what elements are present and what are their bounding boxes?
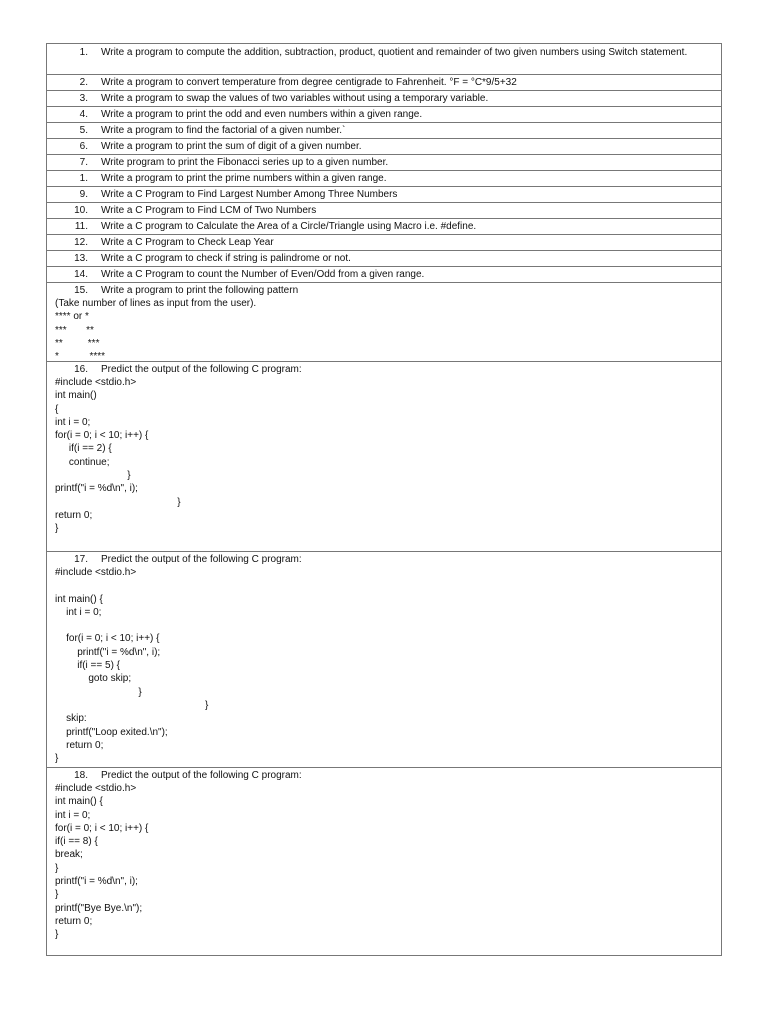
question-number: 2. [79,77,88,88]
pattern-block: (Take number of lines as input from the user). **** or * *** ** ** *** * **** [55,298,257,363]
question-text: Write a C program to check if string is palindrome or not. [101,253,351,264]
question-text: Write a program to convert temperature from degree centigrade to Fahrenheit. °F = °C*9/5+32 [101,77,517,88]
question-number: 13. [74,253,88,264]
question-number: 15. [74,285,88,296]
question-number: 5. [79,125,88,136]
question-text: Write a program to compute the addition, subtraction, product, quotient and remainder of two given numbers using Switch statement. [101,47,688,58]
question-text: Write a program to print the sum of digit of a given number. [101,141,362,152]
question-text: Write a program to find the factorial of a given number.` [101,125,346,136]
question-row-15 [47,283,721,362]
question-number: 6. [79,141,88,152]
question-text: Write a program to swap the values of two variables without using a temporary variable. [101,93,489,104]
question-row [47,203,721,219]
question-number: 17. [74,554,88,565]
question-row-18 [47,768,721,955]
question-number: 9. [79,189,88,200]
question-row [47,44,721,75]
question-text: Write a C Program to count the Number of Even/Odd from a given range. [101,269,425,280]
question-row [47,267,721,283]
question-number: 1. [79,47,88,58]
question-row-17 [47,552,721,768]
question-row [47,251,721,267]
question-row [47,75,721,91]
question-sheet [46,43,722,956]
question-text: Write a program to print the odd and even numbers within a given range. [101,109,423,120]
code-block: #include <stdio.h> int main() { int i = 0; for(i = 0; i < 10; i++) { printf("i = %d\n", i); if(i == 5) { goto skip; } } skip: printf("Loop exited.\n"); return 0; } [55,567,209,765]
question-row [47,187,721,203]
question-row [47,91,721,107]
code-block: #include <stdio.h> int main() { int i = 0; for(i = 0; i < 10; i++) { if(i == 2) { continue; } printf("i = %d\n", i); } return 0; } [55,377,181,535]
question-text: Predict the output of the following C program: [101,554,302,565]
question-text: Predict the output of the following C program: [101,770,302,781]
question-row [47,235,721,251]
question-number: 1. [79,173,88,184]
question-number: 7. [79,157,88,168]
question-number: 18. [74,770,88,781]
question-text: Write a program to print the following pattern [101,285,299,296]
question-row [47,139,721,155]
question-text: Write a C program to Calculate the Area of a Circle/Triangle using Macro i.e. #define. [101,221,477,232]
question-number: 14. [74,269,88,280]
question-row-16 [47,362,721,552]
question-number: 12. [74,237,88,248]
question-text: Predict the output of the following C program: [101,364,302,375]
question-row [47,107,721,123]
question-number: 10. [74,205,88,216]
question-number: 11. [74,221,88,232]
question-row [47,171,721,187]
question-row [47,219,721,235]
question-text: Write a C Program to Find Largest Number Among Three Numbers [101,189,398,200]
question-number: 3. [79,93,88,104]
question-number: 4. [79,109,88,120]
question-row [47,155,721,171]
question-row [47,123,721,139]
question-number: 16. [74,364,88,375]
code-block: #include <stdio.h> int main() { int i = 0; for(i = 0; i < 10; i++) { if(i == 8) { break; } printf("i = %d\n", i); } printf("Bye Bye.\n"); return 0; } [55,783,149,941]
question-text: Write a program to print the prime numbers within a given range. [101,173,387,184]
question-text: Write a C Program to Check Leap Year [101,237,274,248]
question-text: Write a C Program to Find LCM of Two Numbers [101,205,317,216]
question-text: Write program to print the Fibonacci series up to a given number. [101,157,389,168]
